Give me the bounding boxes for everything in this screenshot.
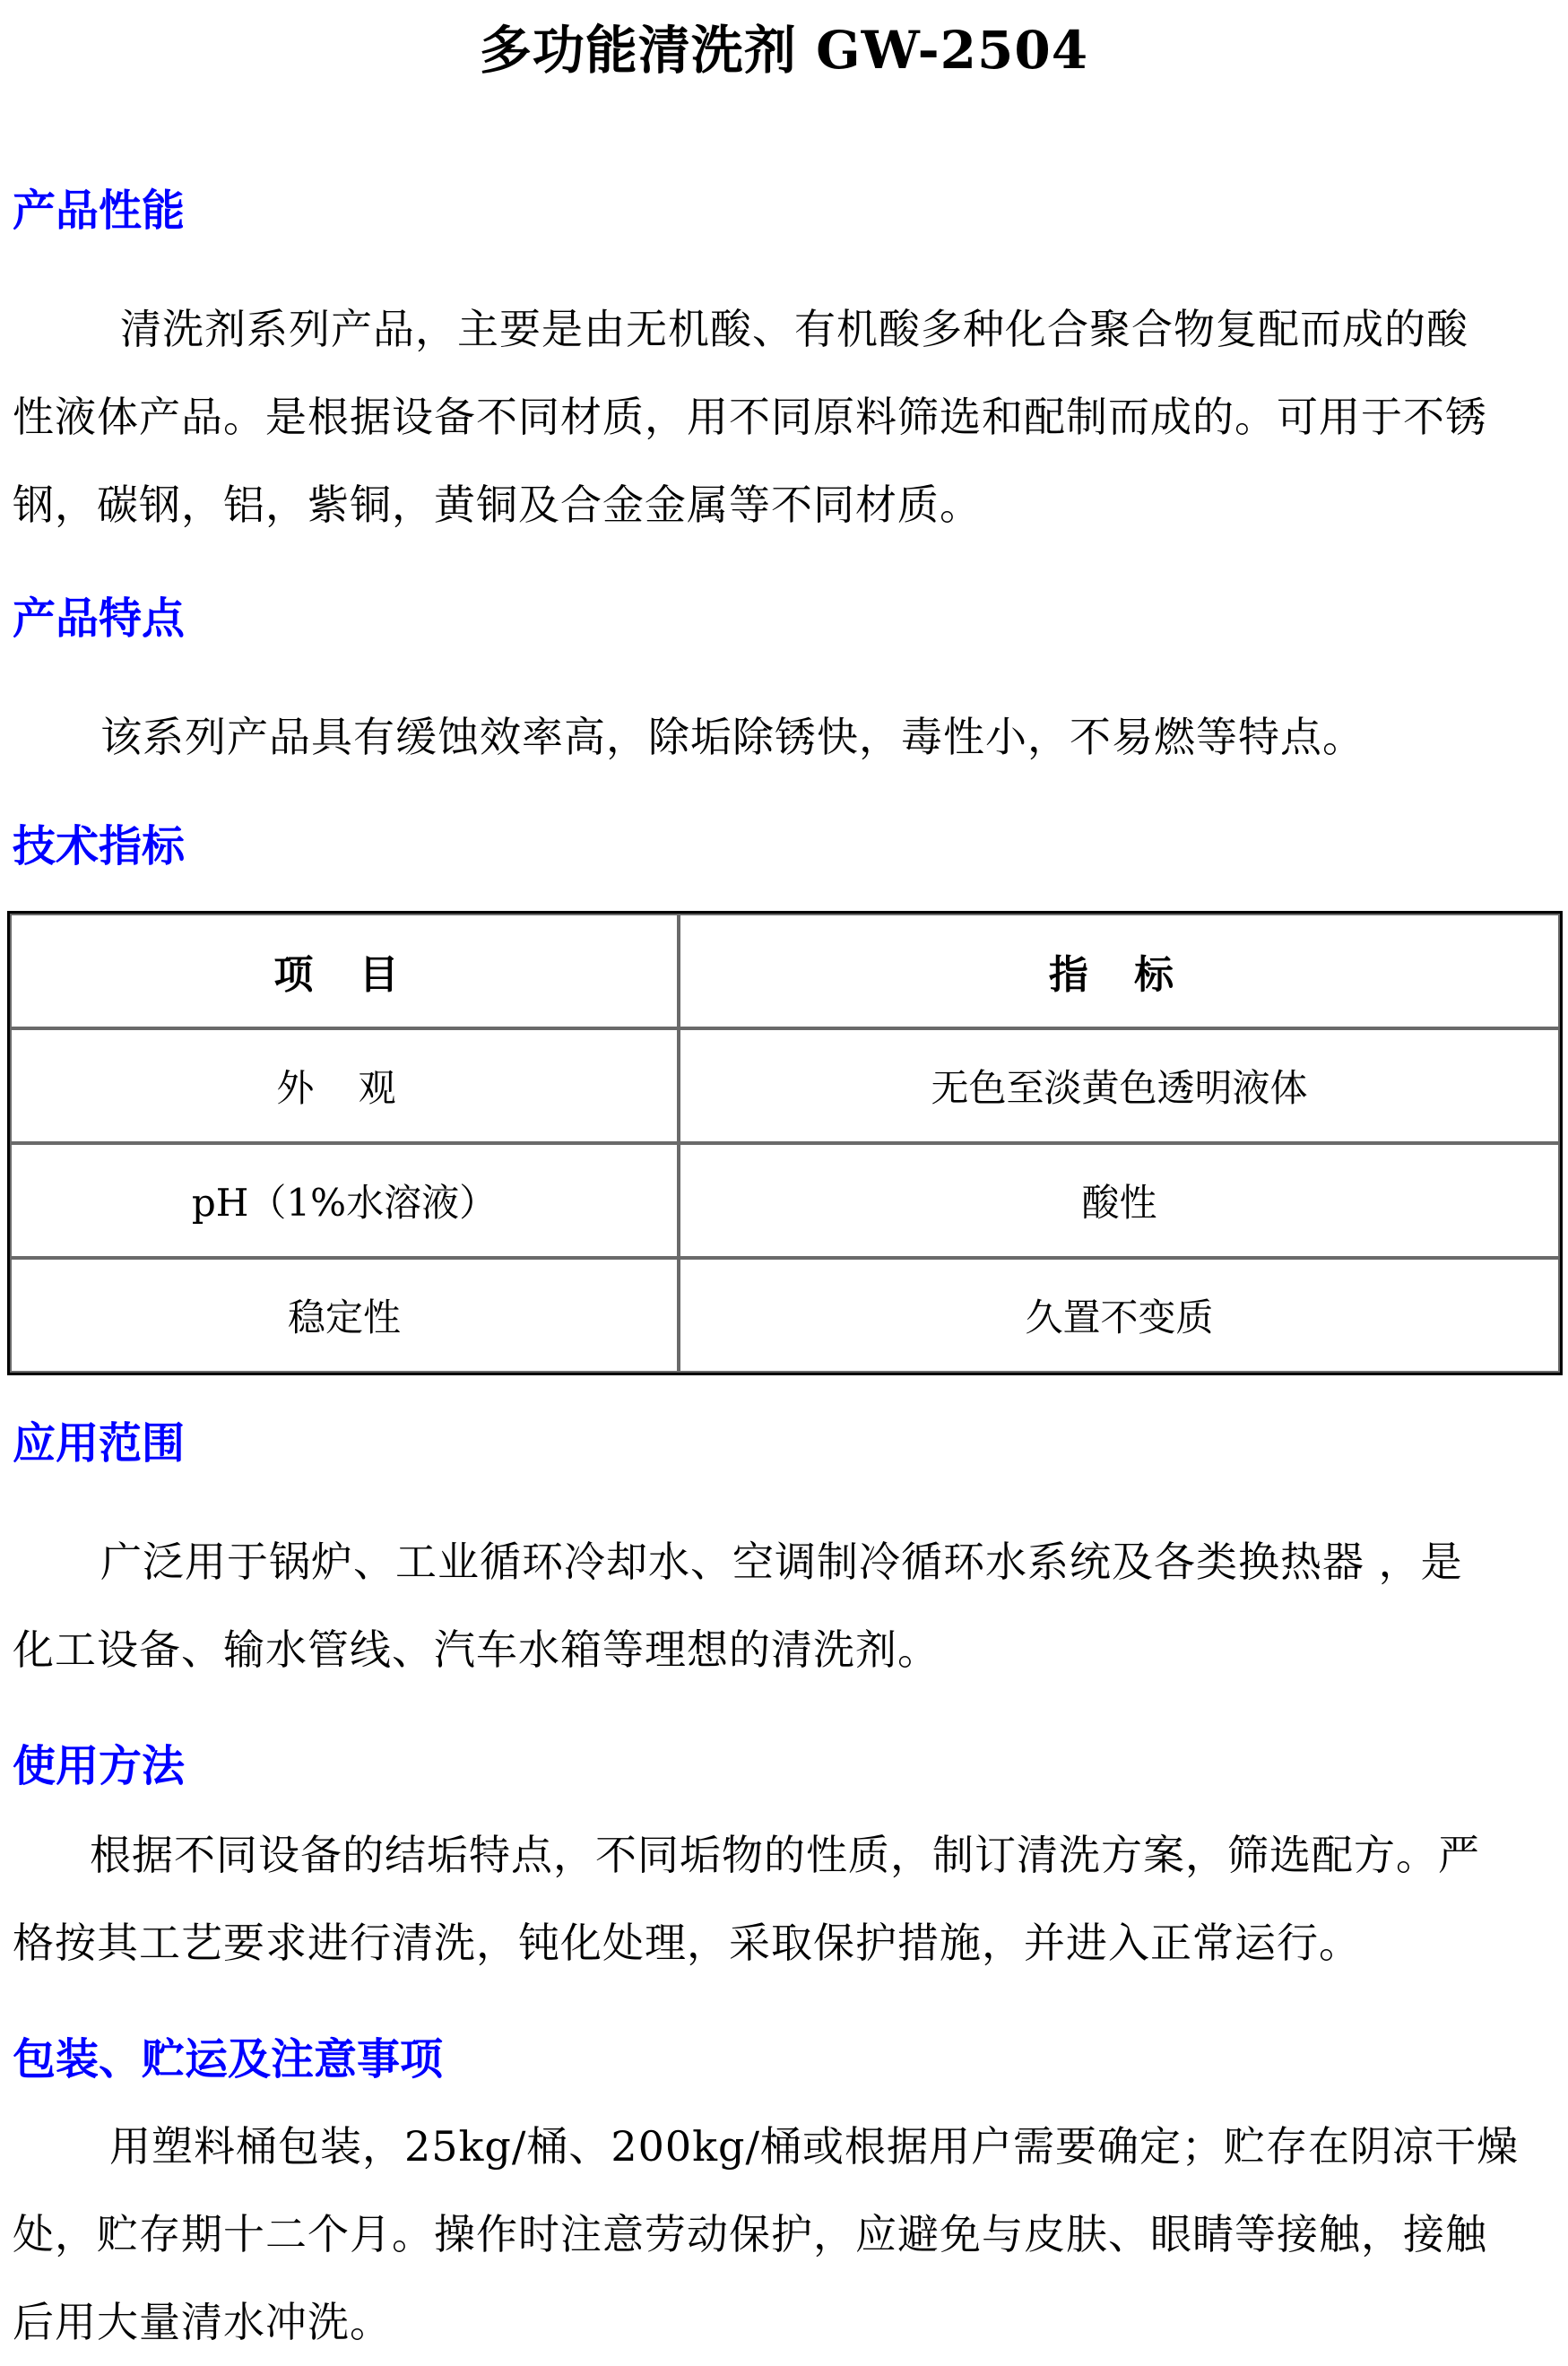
performance-line-3: 钢，碳钢，铝，紫铜，黄铜及合金金属等不同材质。 [13,481,982,529]
heading-performance: 产品性能 [13,186,186,236]
table-cell-item: 外 观 [10,1028,679,1143]
document-title: 多功能清洗剂 GW-2504 [479,20,1089,81]
table-header-row [10,914,1560,1028]
table-cell-item: pH（1%水溶液） [10,1143,679,1258]
specs-table [7,911,1563,1375]
packaging-line-3: 后用大量清水冲洗。 [13,2298,392,2346]
usage-line-1: 根据不同设备的结垢特点，不同垢物的性质，制订清洗方案，筛选配方。严 [90,1831,1480,1879]
heading-features: 产品特点 [13,594,186,644]
heading-usage: 使用方法 [13,1741,186,1791]
heading-packaging: 包装、贮运及注意事项 [13,2034,444,2084]
paragraph-features [13,693,1556,781]
application-line-2: 化工设备、输水管线、汽车水箱等理想的清洗剂。 [13,1625,940,1674]
usage-line-2: 格按其工艺要求进行清洗，钝化处理，采取保护措施，并进入正常运行。 [13,1919,1361,1967]
heading-specs: 技术指标 [13,821,186,871]
paragraph-usage [13,1811,1556,1987]
packaging-line-1: 用塑料桶包装，25kg/桶、200kg/桶或根据用户需要确定；贮存在阴凉干燥 [109,2122,1519,2171]
table-row [10,1143,1560,1258]
table-cell-value: 无色至淡黄色透明液体 [679,1028,1560,1143]
application-line-1: 广泛用于锅炉、工业循环冷却水、空调制冷循环水系统及各类换热器 ，是 [100,1538,1463,1586]
paragraph-packaging [13,2102,1556,2366]
table-header-indicator: 指 标 [679,914,1560,1028]
table-header-item: 项 目 [10,914,679,1028]
table-cell-item: 稳定性 [10,1258,679,1373]
table-row [10,1258,1560,1373]
table-cell-value: 酸性 [679,1143,1560,1258]
table-row [10,1028,1560,1143]
features-line-1: 该系列产品具有缓蚀效率高，除垢除锈快，毒性小，不易燃等特点。 [100,713,1364,761]
performance-line-2: 性液体产品。是根据设备不同材质，用不同原料筛选和配制而成的。可用于不锈 [13,393,1487,441]
performance-line-1: 清洗剂系列产品，主要是由无机酸、有机酸多种化合聚合物复配而成的酸 [120,305,1468,353]
heading-application: 应用范围 [13,1418,186,1469]
table-cell-value: 久置不变质 [679,1258,1560,1373]
paragraph-application [13,1518,1556,1694]
packaging-line-2: 处，贮存期十二个月。操作时注意劳动保护，应避免与皮肤、眼睛等接触，接触 [13,2210,1487,2258]
paragraph-performance [13,285,1556,549]
